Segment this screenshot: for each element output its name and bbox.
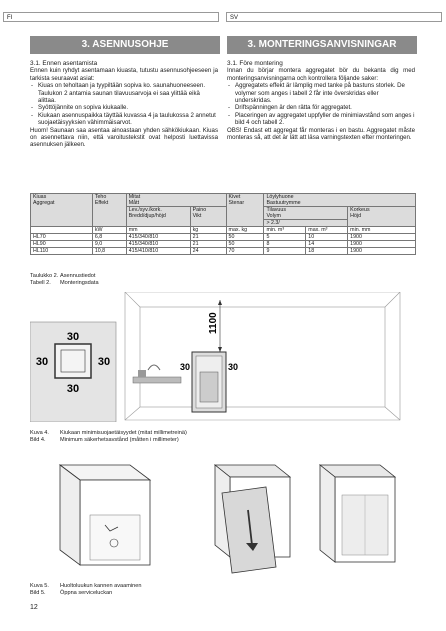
height-dim: 1100 <box>208 312 219 334</box>
unit-cell: max. m³ <box>306 227 348 234</box>
sv-column <box>227 60 415 141</box>
table-cell: 1900 <box>348 248 416 255</box>
table-cell: 10,8 <box>92 248 126 255</box>
plan-right-dim: 30 <box>97 356 111 368</box>
page-number: 12 <box>30 604 38 611</box>
figure-5-caption: Kuva 5. Huoltoluukun kannen avaaminen Bild 5. Öppna serviceluckan <box>30 583 142 596</box>
table-cell: 415/410/810 <box>126 248 190 255</box>
table-header-row <box>31 194 416 207</box>
heater-view-3 <box>320 465 395 562</box>
sv-section-title: 3. MONTERINGSANVISNINGAR <box>227 36 417 54</box>
plan-top-dim: 30 <box>66 331 80 343</box>
sv-check-item: - Placeringen av aggregatet uppfyller de minimiavstånd som anges i bild 4 och tabell 2. <box>227 112 415 127</box>
table-cell: 10 <box>306 234 348 241</box>
front-clearance-dim: 30 <box>228 362 239 372</box>
fi-checklist <box>30 82 218 126</box>
table-cell: 6,8 <box>92 234 126 241</box>
table-cell: 415/340/810 <box>126 234 190 241</box>
unit-cell <box>31 227 93 234</box>
table-cell: 50 <box>226 234 264 241</box>
lang-tab-sv <box>226 12 442 22</box>
table-cell: 50 <box>226 241 264 248</box>
table-cell: 5 <box>264 234 306 241</box>
fi-check-item: - Kiukaan asennuspaikka täyttää kuvassa 4 ja taulukossa 2 annetut suojaetäisyyksien vähimmäisarvot. <box>30 112 218 127</box>
table-cell: HL70 <box>31 234 93 241</box>
table-units-row <box>31 227 416 234</box>
plan-bottom-dim: 30 <box>66 383 80 395</box>
volume-note: > 2.3/ <box>264 220 348 227</box>
unit-cell: min. mm <box>348 227 416 234</box>
fi-intro: Ennen kuin ryhdyt asentamaan kiuasta, tutustu asennusohjeeseen ja tarkista seuraavat asiat: <box>30 67 218 82</box>
unit-cell: min. m³ <box>264 227 306 234</box>
unit-cell: mm <box>126 227 190 234</box>
fi-check-item: - Kiuas on teholtaan ja tyypiltään sopiva ko. saunahuoneeseen. Taulukon 2 antamia saunan tilavuusarvoja ei saa ylittää eikä alittaa. <box>30 82 218 104</box>
table-cell: 24 <box>190 248 226 255</box>
table-cell: 1900 <box>348 241 416 248</box>
table-caption: Taulukko 2. Asennustiedot Tabell 2. Monteringsdata <box>30 273 99 286</box>
header-dimensions: Mitat Mått <box>126 194 226 207</box>
fi-column <box>30 60 218 149</box>
installation-data-table <box>30 193 416 255</box>
table-cell: 18 <box>306 248 348 255</box>
figure-4-clearance-diagram <box>30 292 416 422</box>
table-cell: 8 <box>264 241 306 248</box>
sv-note: OBS! Endast ett aggregat får monteras i en bastu. Aggregatet måste monteras så, att det är lätt att läsa varningstexten efter monteringen. <box>227 126 415 142</box>
elevation-view <box>125 292 400 420</box>
side-clearance-dim: 30 <box>180 362 191 372</box>
heater-view-1 <box>60 465 150 565</box>
unit-cell: kg <box>190 227 226 234</box>
unit-cell: kW <box>92 227 126 234</box>
heater-view-2 <box>215 465 290 573</box>
header-height: Korkeus Höjd <box>348 207 416 227</box>
fi-check-item: - Syöttöjännite on sopiva kiukaalle. <box>30 104 218 111</box>
header-model: Kiuas Aggregat <box>31 194 93 227</box>
header-stones: Kivet Stenar <box>226 194 264 227</box>
table-cell: 21 <box>190 234 226 241</box>
lang-tab-fi <box>3 12 219 22</box>
header-dims-sub: Lev./syv./kork. Bredd/djup/höjd <box>126 207 190 227</box>
header-volume: Tilavuus Volym <box>264 207 348 220</box>
plan-left-dim: 30 <box>35 356 49 368</box>
sv-intro: Innan du börjar montera aggregatet bör du bekanta dig med monteringsanvisningarna och kontrollera följande saker: <box>227 67 415 82</box>
figure-4-caption: Kuva 4. Kiukaan minimisuojaetäisyydet (mitat millimetreinä) Bild 4. Minimum säkerhetsavstånd (måtten i millimeter) <box>30 430 187 443</box>
header-power: Teho Effekt <box>92 194 126 227</box>
lang-label-fi: FI <box>7 15 13 21</box>
table-row <box>31 234 416 241</box>
table-cell: HL90 <box>31 241 93 248</box>
table-cell: 9,0 <box>92 241 126 248</box>
plan-view <box>30 322 116 422</box>
sv-subtitle: 3.1. Före montering <box>227 60 283 67</box>
sv-checklist <box>227 82 415 126</box>
sv-check-item: - Driftspänningen är den rätta för aggregatet. <box>227 104 415 111</box>
lang-label-sv: SV <box>230 15 239 21</box>
table-cell: HL110 <box>31 248 93 255</box>
header-weight: Paino Vikt <box>190 207 226 227</box>
table-cell: 415/340/810 <box>126 241 190 248</box>
header-sauna-room: Löylyhuone Bastuutrymme <box>264 194 416 207</box>
table-cell: 1900 <box>348 234 416 241</box>
table-cell: 14 <box>306 241 348 248</box>
fi-subtitle: 3.1. Ennen asentamista <box>30 60 98 67</box>
table-cell: 21 <box>190 241 226 248</box>
table-cell: 70 <box>226 248 264 255</box>
sv-check-item: - Aggregatets effekt är lämplig med tanke på bastuns storlek. De volymer som anges i tabell 2 får inte överskridas eller underskridas. <box>227 82 415 104</box>
table-cell: 9 <box>264 248 306 255</box>
fi-section-title: 3. ASENNUSOHJE <box>30 36 220 54</box>
fi-note: Huom! Saunaan saa asentaa ainoastaan yhden sähkökiukaan. Kiuas on asennettava niin, että varoitustekstit ovat helposti luettavissa asennuksen jälkeen. <box>30 126 218 149</box>
figure-5-service-hatch <box>30 455 416 575</box>
table-row <box>31 248 416 255</box>
unit-cell: max. kg <box>226 227 264 234</box>
table-row <box>31 241 416 248</box>
